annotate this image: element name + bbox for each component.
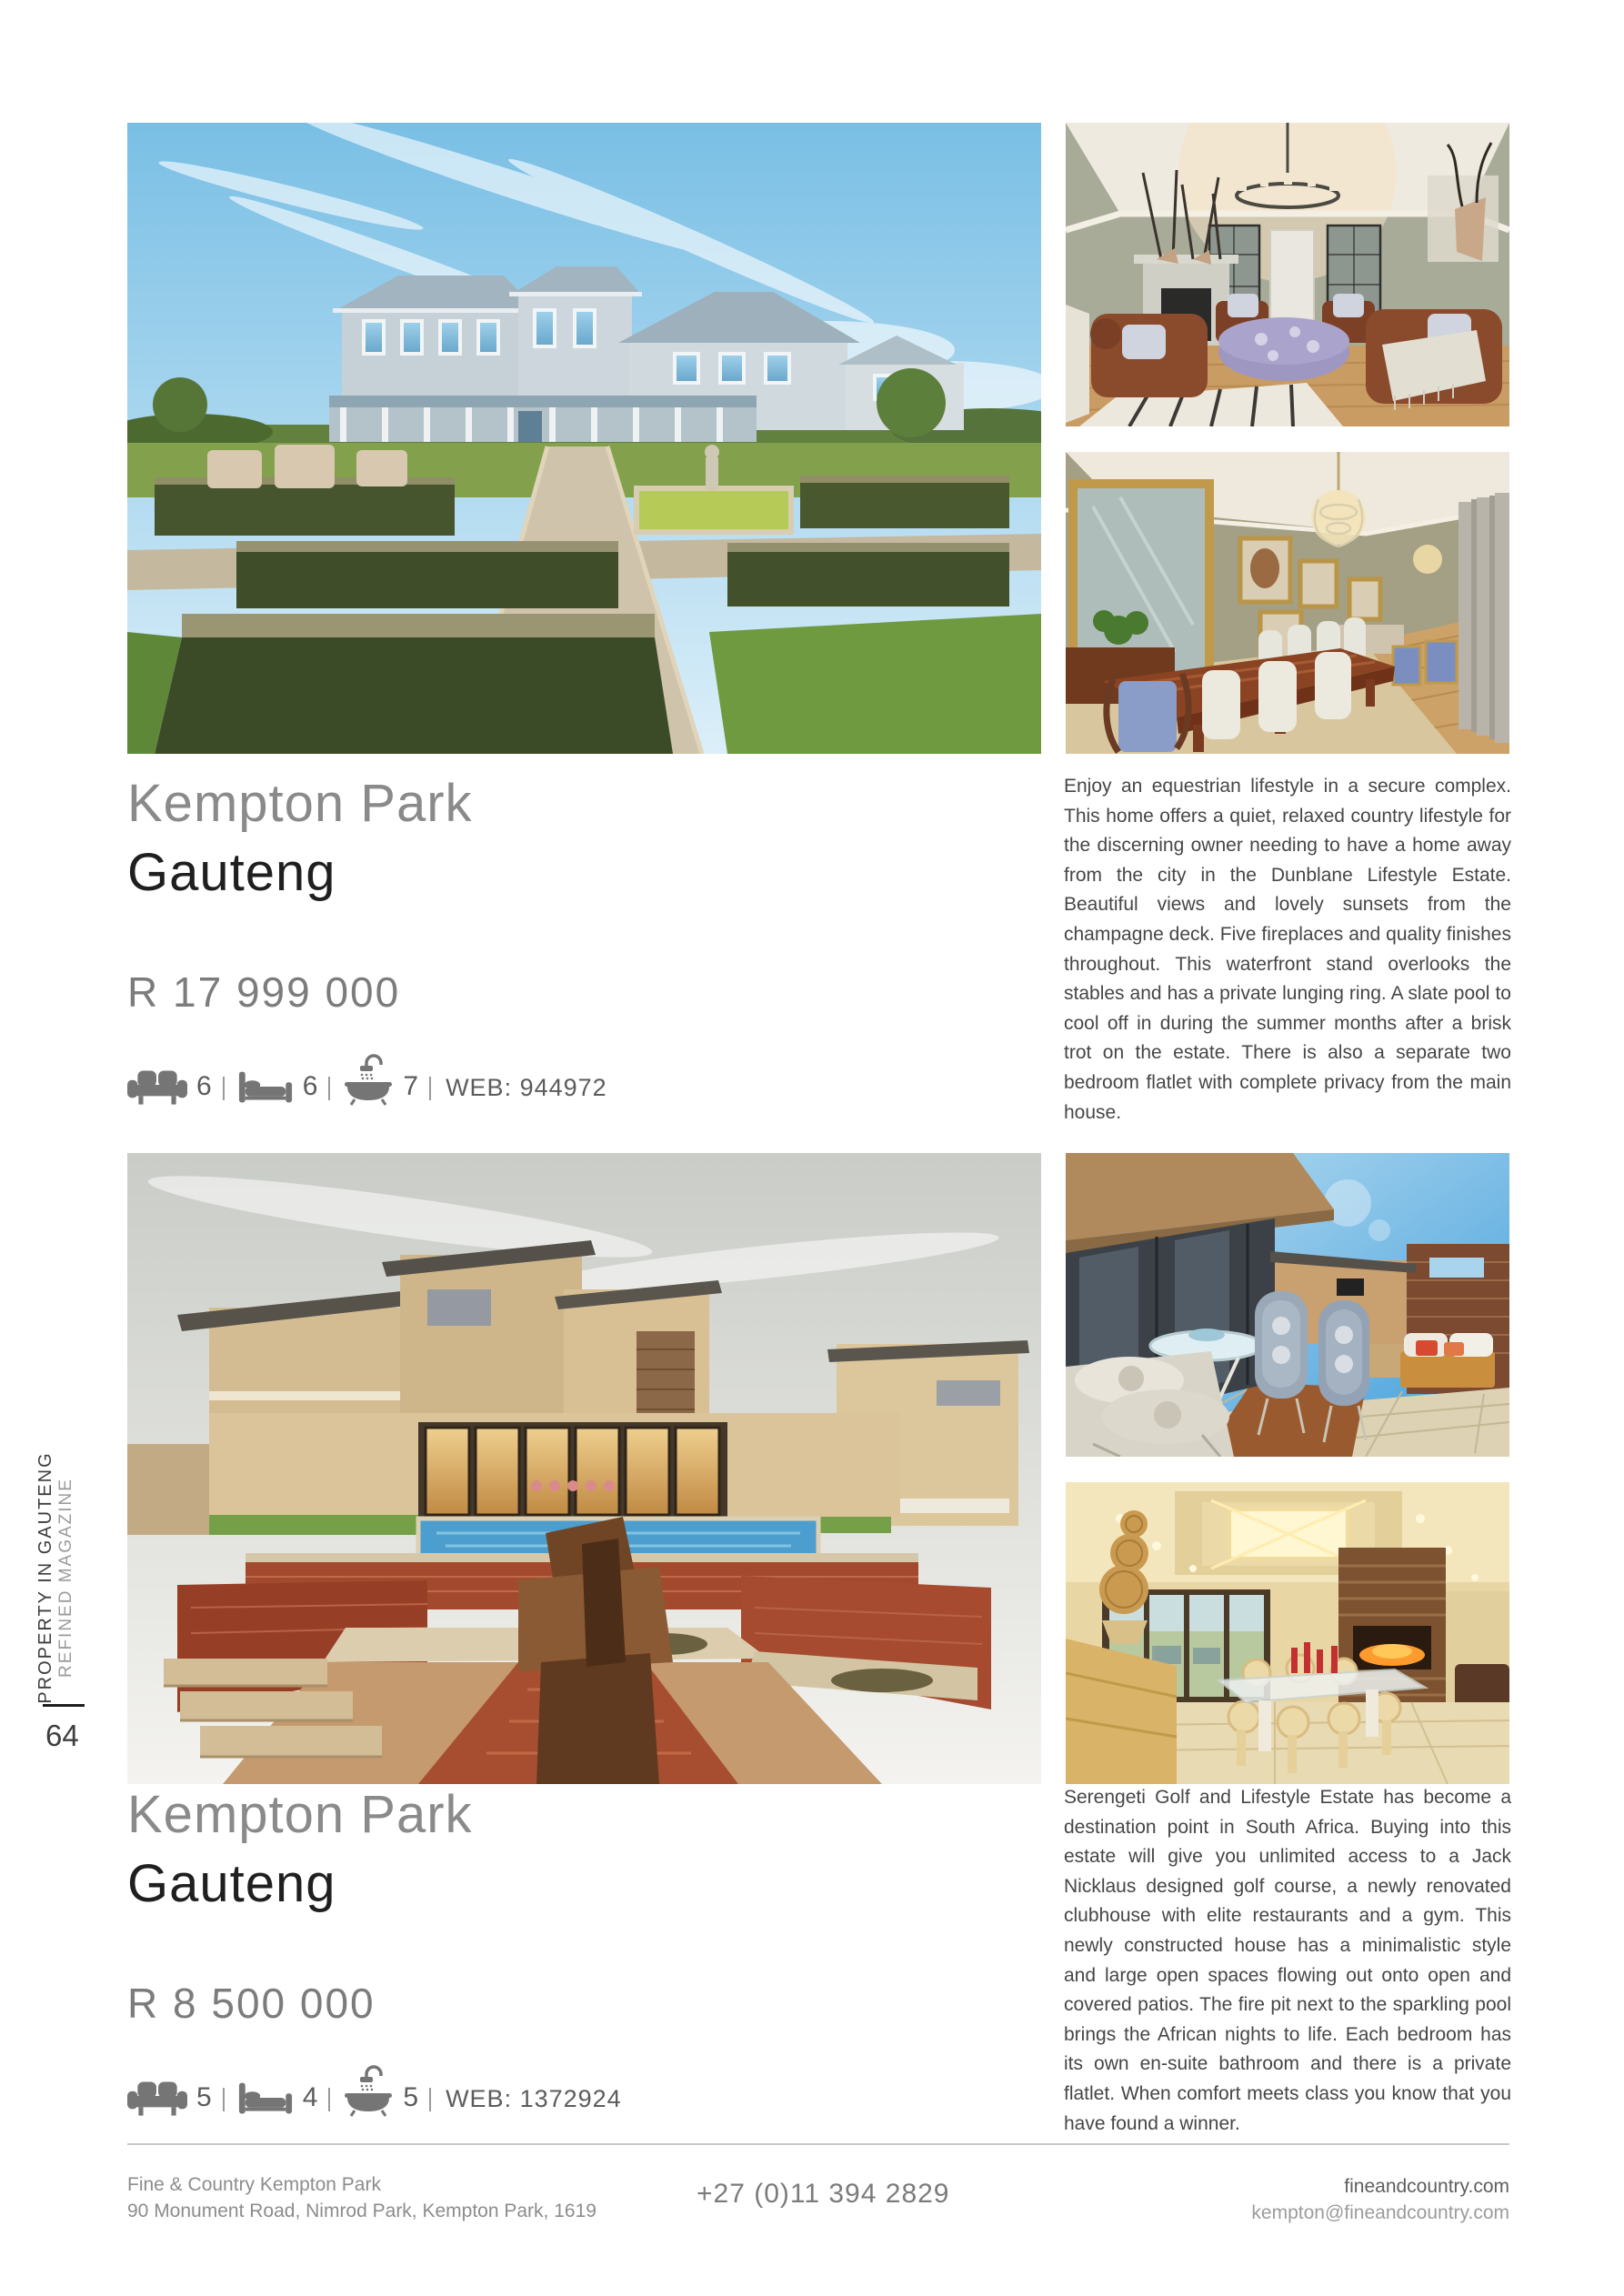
listing1-province: Gauteng xyxy=(127,843,336,902)
bed-icon xyxy=(237,2080,294,2117)
listing1-features xyxy=(127,1037,607,1108)
feature-separator xyxy=(328,2088,330,2111)
footer-office-block xyxy=(127,2171,596,2224)
listing1-description: Enjoy an equestrian lifestyle in a secure complex. This home offers a quiet, relaxed country lifestyle for the discerning owner needing to have a home away from the city in the Dunblane Lifestyle Estate. Beautiful views and lovely sunsets from the champagne deck. Five fireplaces and quality finishes throughout. This waterfront stand overlooks the stables and has a private lunging ring. A slate pool to cool off in during the summer months after a brisk trot on the estate. There is also a separate two bedroom flatlet with complete privacy from the main house. xyxy=(1064,776,1511,1123)
page-number-dash xyxy=(43,1704,85,1707)
listing2-web-reference: WEB: 1372924 xyxy=(446,2085,622,2112)
lounger-shape xyxy=(1066,1351,1234,1457)
listing2-features xyxy=(127,2048,622,2119)
footer-website: fineandcountry.com xyxy=(1344,2176,1509,2197)
listing2-bathroom-count: 5 xyxy=(403,2082,419,2112)
feature-separator xyxy=(429,2088,431,2111)
magazine-section-label: PROPERTY IN GAUTENG xyxy=(35,1451,55,1704)
listing2-photo-patio xyxy=(1066,1153,1509,1457)
footer-email: kempton@fineandcountry.com xyxy=(1251,2202,1509,2223)
listing1-price: R 17 999 000 xyxy=(127,968,401,1016)
magazine-name-label: REFINED MAGAZINE xyxy=(56,1478,75,1678)
feature-separator xyxy=(223,2088,225,2111)
listing2-province: Gauteng xyxy=(127,1854,336,1913)
listing1-bathroom-count: 7 xyxy=(403,1071,419,1101)
sofa-icon xyxy=(127,2079,187,2117)
listing1-photo-dining-room xyxy=(1066,452,1509,754)
feature-separator xyxy=(223,1077,225,1100)
bed-icon xyxy=(237,1069,294,1106)
listing2-title xyxy=(127,1780,473,1919)
listing1-photo-living-room xyxy=(1066,123,1509,426)
listing2-city: Kempton Park xyxy=(127,1785,473,1844)
daybed-shape xyxy=(1400,1333,1495,1388)
listing2-bedroom-count: 4 xyxy=(302,2082,318,2112)
listing1-title xyxy=(127,769,473,907)
listing1-bedroom-count: 6 xyxy=(302,1071,318,1101)
footer-office-address: 90 Monument Road, Nimrod Park, Kempton Park, 1619 xyxy=(127,2201,596,2221)
listing2-lounge-count: 5 xyxy=(196,2082,212,2112)
listing2-main-photo-modern-house xyxy=(127,1153,1041,1784)
bath-icon xyxy=(343,1051,394,1106)
sidebar-vertical-text xyxy=(35,1451,77,1704)
listing1-city: Kempton Park xyxy=(127,774,473,833)
footer-phone: +27 (0)11 394 2829 xyxy=(697,2179,950,2209)
listing2-price: R 8 500 000 xyxy=(127,1980,376,2027)
listing1-main-photo-house-garden xyxy=(127,123,1041,754)
listing1-lounge-count: 6 xyxy=(196,1071,212,1101)
listing2-description: Serengeti Golf and Lifestyle Estate has become a destination point in South Africa. Buying into this estate will give you unlimited access to a Jack Nicklaus designed golf course, a newly renovated clubhouse with elite restaurants and a gym. This newly constructed house has a minimalistic style and large open spaces flowing out onto open and covered patios. The fire pit next to the sparkling pool brings the African nights to life. Each bedroom has its own en-suite bathroom and there is a private flatlet. When comfort meets class you know that you have found a winner. xyxy=(1064,1787,1511,2134)
footer-divider xyxy=(127,2143,1509,2145)
footer-contact-block xyxy=(1251,2173,1509,2226)
page-number: 64 xyxy=(45,1719,79,1752)
sofa-icon xyxy=(127,1068,187,1106)
listing1-web-reference: WEB: 944972 xyxy=(446,1074,607,1101)
listing2-photo-dining-interior xyxy=(1066,1482,1509,1784)
footer-office-name: Fine & Country Kempton Park xyxy=(127,2174,381,2195)
bath-icon xyxy=(343,2062,394,2117)
feature-separator xyxy=(429,1077,431,1100)
feature-separator xyxy=(328,1077,330,1100)
